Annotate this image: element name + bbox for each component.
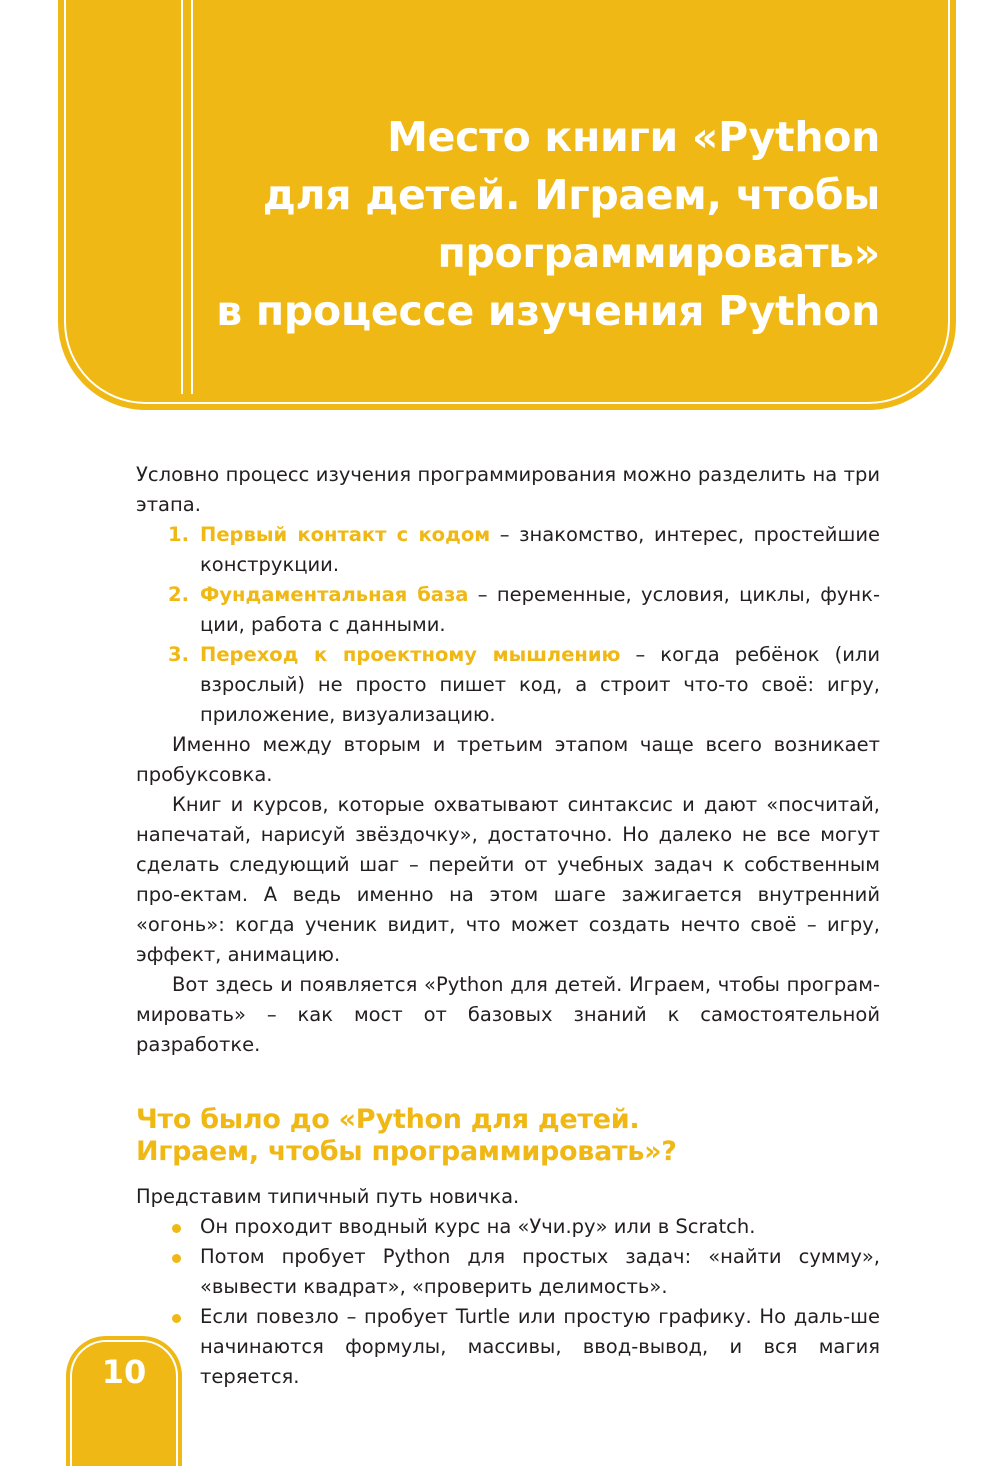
bullet-dot-icon bbox=[172, 1254, 181, 1263]
body-paragraph: Именно между вторым и третьим этапом чаще всего возникает пробуксовка. bbox=[136, 733, 880, 786]
list-item bbox=[136, 1302, 880, 1392]
list-item bbox=[136, 1212, 880, 1242]
stage-item bbox=[136, 580, 880, 640]
bullet-dot-icon bbox=[172, 1314, 181, 1323]
section-heading bbox=[136, 1104, 880, 1168]
list-item-text: Если повезло – пробует Turtle или простую графику. Но даль-ше начинаются формулы, массивы, ввод-вывод, и вся магия теряется. bbox=[200, 1305, 880, 1388]
list-item-text: Потом пробует Python для простых задач: «найти сумму», «вывести квадрат», «проверить делимость». bbox=[200, 1245, 880, 1298]
intro-paragraph: Условно процесс изучения программирования можно разделить на три этапа. bbox=[136, 463, 880, 516]
body-paragraph: Вот здесь и появляется «Python для детей. Играем, чтобы програм-мировать» – как мост от базовых знаний к самостоятельной разработке. bbox=[136, 973, 880, 1056]
bullet-dot-icon bbox=[172, 1224, 181, 1233]
chapter-title-line: в процессе изучения Python bbox=[216, 287, 880, 335]
stage-text: – когда ребёнок (или взрослый) не просто пишет код, а строит что-то своё: игру, приложение, визуализацию. bbox=[200, 643, 881, 726]
stage-item bbox=[136, 640, 880, 730]
section-heading-line: Играем, чтобы программировать»? bbox=[136, 1136, 677, 1167]
section-heading-line: Что было до «Python для детей. bbox=[136, 1104, 640, 1135]
stage-text: – знакомство, интерес, простейшие конструкции. bbox=[200, 523, 880, 576]
list-item bbox=[136, 1242, 880, 1302]
stage-number: 1. bbox=[168, 523, 189, 546]
chapter-title-line: для детей. Играем, чтобы bbox=[262, 171, 880, 219]
list-item-text: Он проходит вводный курс на «Учи.ру» или в Scratch. bbox=[200, 1215, 756, 1238]
body-text bbox=[136, 460, 880, 1392]
section-intro: Представим типичный путь новичка. bbox=[136, 1185, 520, 1208]
stage-item bbox=[136, 520, 880, 580]
stage-number: 3. bbox=[168, 643, 189, 666]
chapter-title-line: Место книги «Python bbox=[387, 113, 880, 161]
stage-term: Переход к проектному мышлению bbox=[200, 643, 621, 666]
chapter-title bbox=[160, 108, 880, 340]
stage-term: Фундаментальная база bbox=[200, 583, 469, 606]
page-number: 10 bbox=[101, 1353, 147, 1391]
body-paragraph: Книг и курсов, которые охватывают синтаксис и дают «посчитай, напечатай, нарисуй звёздочку», достаточно. Но далеко не все могут сделать следующий шаг – перейти от учебных задач к собственным про-ектам. А ведь именно на этом шаге зажигается внутренний «огонь»: когда ученик видит, что может создать нечто своё – игру, эффект, анимацию. bbox=[136, 793, 880, 966]
chapter-title-line: программировать» bbox=[437, 229, 880, 277]
bullet-list bbox=[136, 1212, 880, 1392]
stage-term: Первый контакт с кодом bbox=[200, 523, 491, 546]
stages-list bbox=[136, 520, 880, 730]
stage-number: 2. bbox=[168, 583, 189, 606]
stage-text: – переменные, условия, циклы, функ-ции, работа с данными. bbox=[200, 583, 880, 636]
